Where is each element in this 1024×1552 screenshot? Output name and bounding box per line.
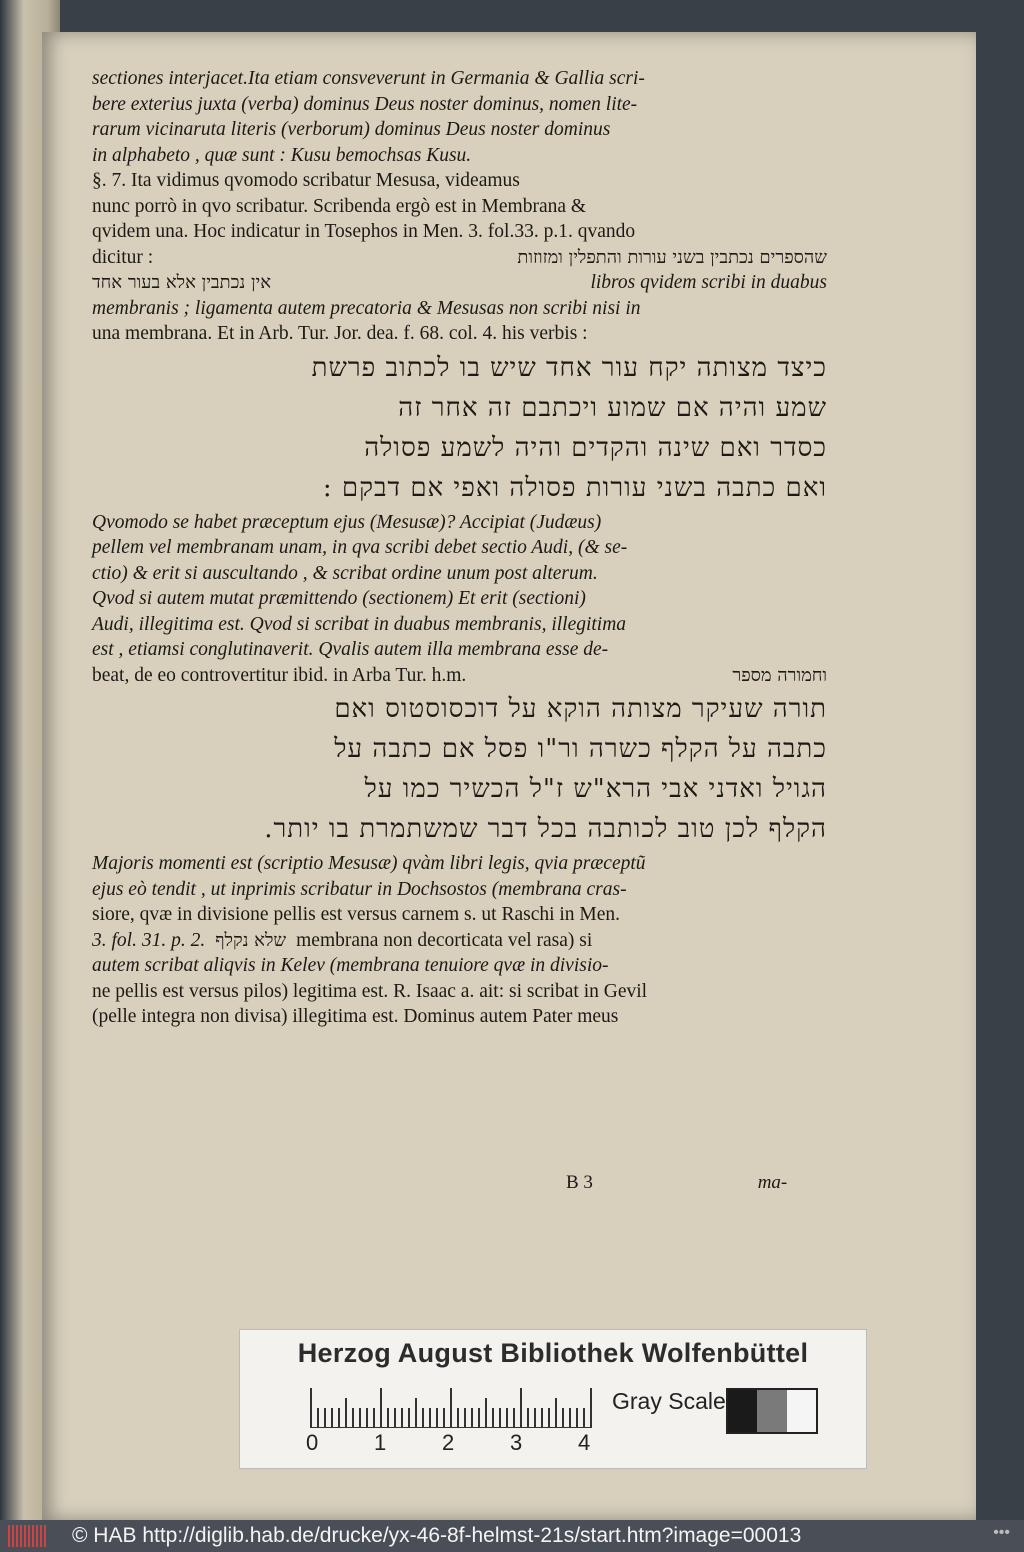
signature-mark: B 3: [566, 1172, 593, 1193]
ruler-tick: [548, 1408, 550, 1428]
ruler-tick: [429, 1408, 431, 1428]
text-line: Qvod si autem mutat præmittendo (sectionem) Et erit (sectioni): [92, 588, 586, 609]
hebrew-line: תורה שעיקר מצותה הוקא על דוכסוסטוס ואם: [334, 694, 827, 724]
ruler-tick: [485, 1398, 487, 1428]
ruler-tick: [527, 1408, 529, 1428]
text-line: qvidem una. Hoc indicatur in Tosephos in Men. 3. fol.33. p.1. qvando: [92, 221, 636, 242]
text-line-latin: beat, de eo controvertitur ibid. in Arba Tur. h.m.: [92, 664, 467, 686]
book-page: [42, 32, 976, 1520]
gray-scale-swatch: [726, 1388, 818, 1434]
catchword: ma-: [757, 1172, 788, 1193]
hebrew-inline: אין נכתבין אלא בעור אחד: [92, 272, 272, 293]
gray-scale-label: Gray Scale: [612, 1388, 726, 1414]
ruler-tick: [457, 1408, 459, 1428]
ruler-tick: [569, 1408, 571, 1428]
ruler-number: 3: [510, 1430, 523, 1455]
ruler-tick: [380, 1388, 382, 1428]
ruler-tick: [317, 1408, 319, 1428]
ruler-tick: [436, 1408, 438, 1428]
text-line-latin: libros qvidem scribi in duabus: [590, 272, 827, 293]
ruler-number: 2: [442, 1430, 455, 1455]
ruler-tick: [338, 1408, 340, 1428]
barcode-icon: [8, 1525, 48, 1547]
ruler-tick: [443, 1408, 445, 1428]
ruler-tick: [555, 1398, 557, 1428]
page-text-block: [92, 66, 827, 1030]
hebrew-line: הגויל ואדני אבי הרא"ש ז"ל הכשיר כמו על: [364, 774, 827, 804]
text-line: membranis ; ligamenta autem precatoria & Mesusas non scribi nisi in: [92, 297, 641, 319]
ruler-tick: [478, 1408, 480, 1428]
gray-swatch: [757, 1390, 786, 1432]
text-line: Qvomodo se habet præceptum ejus (Mesusæ)? Accipiat (Judæus): [92, 511, 602, 533]
text-line: pellem vel membranam unam, in qva scribi debet sectio Audi, (& se-: [92, 537, 628, 558]
hebrew-line: ואם כתבה בשני עורות פסולה ואפי אם דבקם :: [322, 472, 827, 503]
ruler-tick: [450, 1388, 452, 1428]
text-line: (pelle integra non divisa) illegitima est. Dominus autem Pater meus: [92, 1006, 619, 1027]
hebrew-inline: שלא נקלף: [215, 929, 287, 951]
text-line: sectiones interjacet.Ita etiam consveverunt in Germania & Gallia scri-: [92, 68, 645, 89]
ruler-tick: [562, 1408, 564, 1428]
text-line: [92, 245, 827, 271]
text-line: [92, 663, 827, 689]
ruler-tick: [541, 1408, 543, 1428]
hebrew-line: כתבה על הקלף כשרה ור"ו פסל אם כתבה על: [334, 734, 827, 764]
copyright-url[interactable]: © HAB http://diglib.hab.de/drucke/yx-46-8f-helmst-21s/start.htm?image=00013: [72, 1524, 802, 1547]
page-footer: [536, 1172, 836, 1194]
gray-swatch: [728, 1390, 757, 1432]
ruler-tick: [513, 1408, 515, 1428]
ruler-tick: [422, 1408, 424, 1428]
ruler-tick: [576, 1408, 578, 1428]
library-label-card: [240, 1330, 866, 1468]
ruler-tick: [520, 1388, 522, 1428]
ruler-tick: [373, 1408, 375, 1428]
ruler-tick: [387, 1408, 389, 1428]
ruler-tick: [415, 1398, 417, 1428]
text-line-latin: 3. fol. 31. p. 2.: [92, 929, 206, 951]
gray-swatch: [787, 1390, 816, 1432]
text-line: in alphabeto , quæ sunt : Kusu bemochsas Kusu.: [92, 144, 472, 166]
ruler-tick: [394, 1408, 396, 1428]
ruler-tick: [359, 1408, 361, 1428]
ruler-tick: [583, 1408, 585, 1428]
hebrew-line: כסדר ואם שינה והקדים והיה לשמע פסולה: [364, 432, 827, 463]
ruler-tick: [534, 1408, 536, 1428]
ruler-number: 0: [306, 1430, 319, 1455]
ruler-tick: [324, 1408, 326, 1428]
library-title: Herzog August Bibliothek Wolfenbüttel: [297, 1338, 809, 1368]
text-line: rarum vicinaruta literis (verborum) dominus Deus noster dominus: [92, 119, 611, 140]
viewer-footer-bar: [0, 1520, 1024, 1552]
text-line: §. 7. Ita vidimus qvomodo scribatur Mesusa, videamus: [92, 170, 520, 191]
ruler-tick: [464, 1408, 466, 1428]
ruler-tick: [352, 1408, 354, 1428]
text-line-latin: dicitur :: [92, 246, 154, 268]
ruler-tick: [499, 1408, 501, 1428]
ruler-tick: [506, 1408, 508, 1428]
ruler-tick: [366, 1408, 368, 1428]
ruler-tick: [492, 1408, 494, 1428]
text-line: bere exterius juxta (verba) dominus Deus noster dominus, nomen lite-: [92, 93, 638, 115]
text-line-latin: membrana non decorticata vel rasa) si: [296, 929, 593, 951]
text-line: nunc porrò in qvo scribatur. Scribenda ergò est in Membrana &: [92, 195, 587, 217]
text-line: autem scribat aliqvis in Kelev (membrana tenuiore qvæ in divisio-: [92, 955, 609, 976]
ruler-tick: [401, 1408, 403, 1428]
hebrew-line: כיצד מצותה יקח עור אחד שיש בו לכתוב פרשת: [311, 352, 827, 383]
hebrew-line: שמע והיה אם שמוע ויכתבם זה אחר זה: [398, 392, 827, 423]
ruler-tick: [408, 1408, 410, 1428]
ruler-tick: [345, 1398, 347, 1428]
text-line: ejus eò tendit , ut inprimis scribatur in Dochsostos (membrana cras-: [92, 878, 627, 900]
hebrew-inline: וחמורה מספר: [732, 664, 827, 686]
text-line: Majoris momenti est (scriptio Mesusæ) qvàm libri legis, qvia præceptũ: [92, 853, 646, 874]
text-line: [92, 270, 827, 296]
text-line: siore, qvæ in divisione pellis est versus carnem s. ut Raschi in Men.: [92, 904, 621, 925]
text-line: [92, 928, 827, 954]
ruler-tick: [590, 1388, 592, 1428]
more-options-icon[interactable]: •••: [993, 1524, 1010, 1541]
ruler-number: 4: [578, 1430, 591, 1455]
text-line: una membrana. Et in Arb. Tur. Jor. dea. f. 68. col. 4. his verbis :: [92, 323, 588, 344]
ruler-tick: [471, 1408, 473, 1428]
hebrew-inline: שהספרים נכתבין בשני עורות והתפלין ומזוזות: [517, 246, 827, 268]
ruler-tick: [310, 1388, 312, 1428]
ruler-number: 1: [374, 1430, 387, 1455]
ruler-tick: [331, 1408, 333, 1428]
text-line: Audi, illegitima est. Qvod si scribat in duabus membranis, illegitima: [92, 613, 627, 635]
text-line: ctio) & erit si auscultando , & scribat ordine unum post alterum.: [92, 562, 598, 584]
ruler: [310, 1388, 590, 1428]
hebrew-line: הקלף לכן טוב לכותבה בכל דבר שמשתמרת בו יותר.: [264, 814, 827, 844]
text-line: ne pellis est versus pilos) legitima est. R. Isaac a. ait: si scribat in Gevil: [92, 980, 648, 1002]
text-line: est , etiamsi conglutinaverit. Qvalis autem illa membrana esse de-: [92, 639, 609, 660]
